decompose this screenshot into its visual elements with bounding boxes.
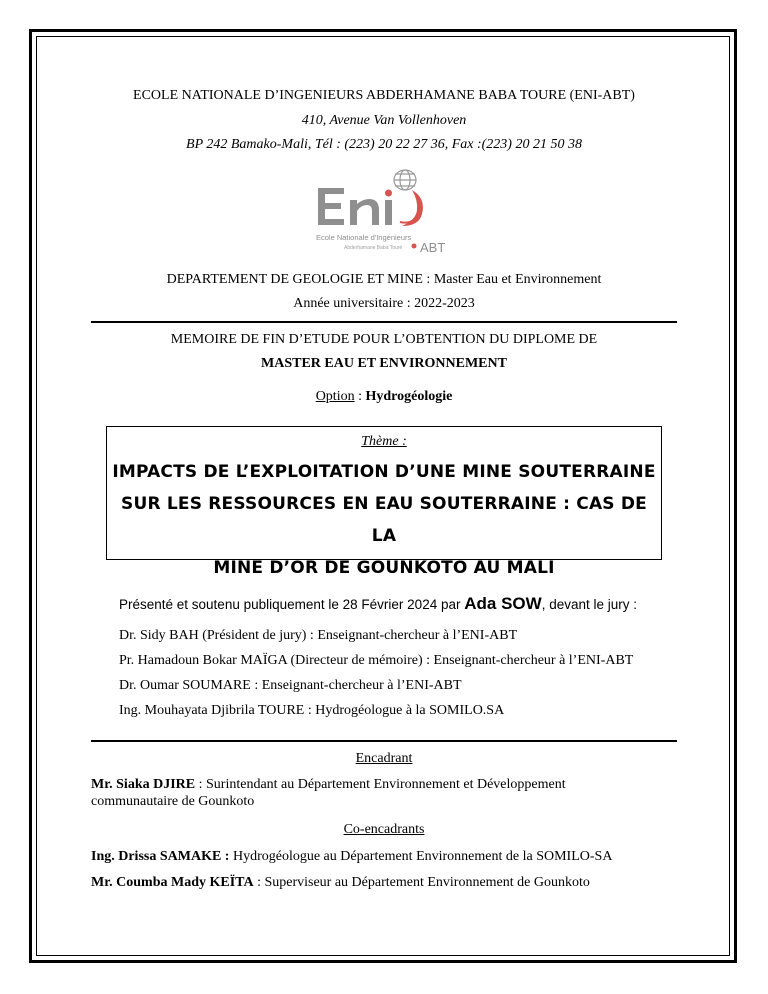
- divider-top: [91, 321, 677, 323]
- option-value: Hydrogéologie: [365, 389, 453, 404]
- co-encadrant-name: Ing. Drissa SAMAKE :: [91, 849, 230, 864]
- encadrant-line2: communautaire de Gounkoto: [91, 794, 255, 809]
- encadrant-name: Mr. Siaka DJIRE: [91, 777, 196, 792]
- encadrant-desc: : Surintendant au Département Environnement et Développement: [195, 777, 566, 792]
- option-line: [0, 389, 768, 405]
- divider-bottom: [91, 740, 677, 742]
- school-contact: BP 242 Bamako-Mali, Tél : (223) 20 22 27 36, Fax :(223) 20 21 50 38: [186, 137, 582, 152]
- logo-subtitle: Ecole Nationale d'Ingénieurs: [316, 233, 412, 242]
- presentation-after: , devant le jury :: [541, 597, 637, 612]
- co-encadrant-desc: : Superviseur au Département Environnement de Gounkoto: [253, 875, 590, 890]
- school-address: 410, Avenue Van Vollenhoven: [301, 113, 467, 128]
- encadrant-line1: [91, 777, 566, 793]
- jury-member: Dr. Oumar SOUMARE : Enseignant-chercheur à l’ENI-ABT: [119, 678, 462, 693]
- memoire-line1: MEMOIRE DE FIN D’ETUDE POUR L’OBTENTION DU DIPLOME DE: [170, 332, 598, 347]
- theme-title-line: SUR LES RESSOURCES EN EAU SOUTERRAINE : CAS DE LA: [121, 494, 647, 546]
- logo-letter-e: [318, 188, 344, 225]
- co-encadrant-desc: Hydrogéologue au Département Environnement de la SOMILO-SA: [229, 849, 613, 864]
- co-encadrant-name: Mr. Coumba Mady KEÏTA: [91, 875, 254, 890]
- jury-member: Ing. Mouhayata Djibrila TOURE : Hydrogéologue à la SOMILO.SA: [119, 703, 505, 718]
- school-name: ECOLE NATIONALE D’INGENIEURS ABDERHAMANE BABA TOURE (ENI-ABT): [133, 88, 635, 103]
- logo-abt: ABT: [420, 240, 446, 255]
- theme-title-line: MINE D’OR DE GOUNKOTO AU MALI: [213, 558, 555, 578]
- department-line: DEPARTEMENT DE GEOLOGIE ET MINE : Master Eau et Environnement: [166, 272, 602, 287]
- option-separator: :: [354, 389, 366, 404]
- presentation-line: [119, 594, 637, 614]
- logo-letter-n: [350, 199, 379, 225]
- globe-icon: [394, 170, 416, 190]
- co-encadrant-item: [91, 849, 612, 865]
- co-encadrant-item: [91, 875, 590, 891]
- jury-member: Pr. Hamadoun Bokar MAÏGA (Directeur de mémoire) : Enseignant-chercheur à l’ENI-ABT: [119, 653, 634, 668]
- academic-year: Année universitaire : 2022-2023: [293, 296, 475, 311]
- logo-letter-i: [385, 200, 392, 225]
- theme-title: [106, 456, 662, 584]
- logo-subtitle2: Abderhamane Baba Touré: [344, 245, 403, 251]
- option-label: Option: [315, 389, 355, 404]
- co-encadrants-heading: Co-encadrants: [343, 822, 425, 837]
- eni-abt-logo: [304, 160, 464, 260]
- presentation-before: Présenté et soutenu publiquement le 28 Février 2024 par: [119, 597, 465, 612]
- jury-member: Dr. Sidy BAH (Président de jury) : Enseignant-chercheur à l’ENI-ABT: [119, 628, 518, 643]
- theme-title-line: IMPACTS DE L’EXPLOITATION D’UNE MINE SOUTERRAINE: [112, 462, 656, 482]
- encadrant-heading: Encadrant: [355, 751, 413, 766]
- author-name: Ada SOW: [464, 594, 542, 613]
- memoire-line2: MASTER EAU ET ENVIRONNEMENT: [261, 356, 507, 371]
- theme-label: Thème :: [361, 434, 407, 449]
